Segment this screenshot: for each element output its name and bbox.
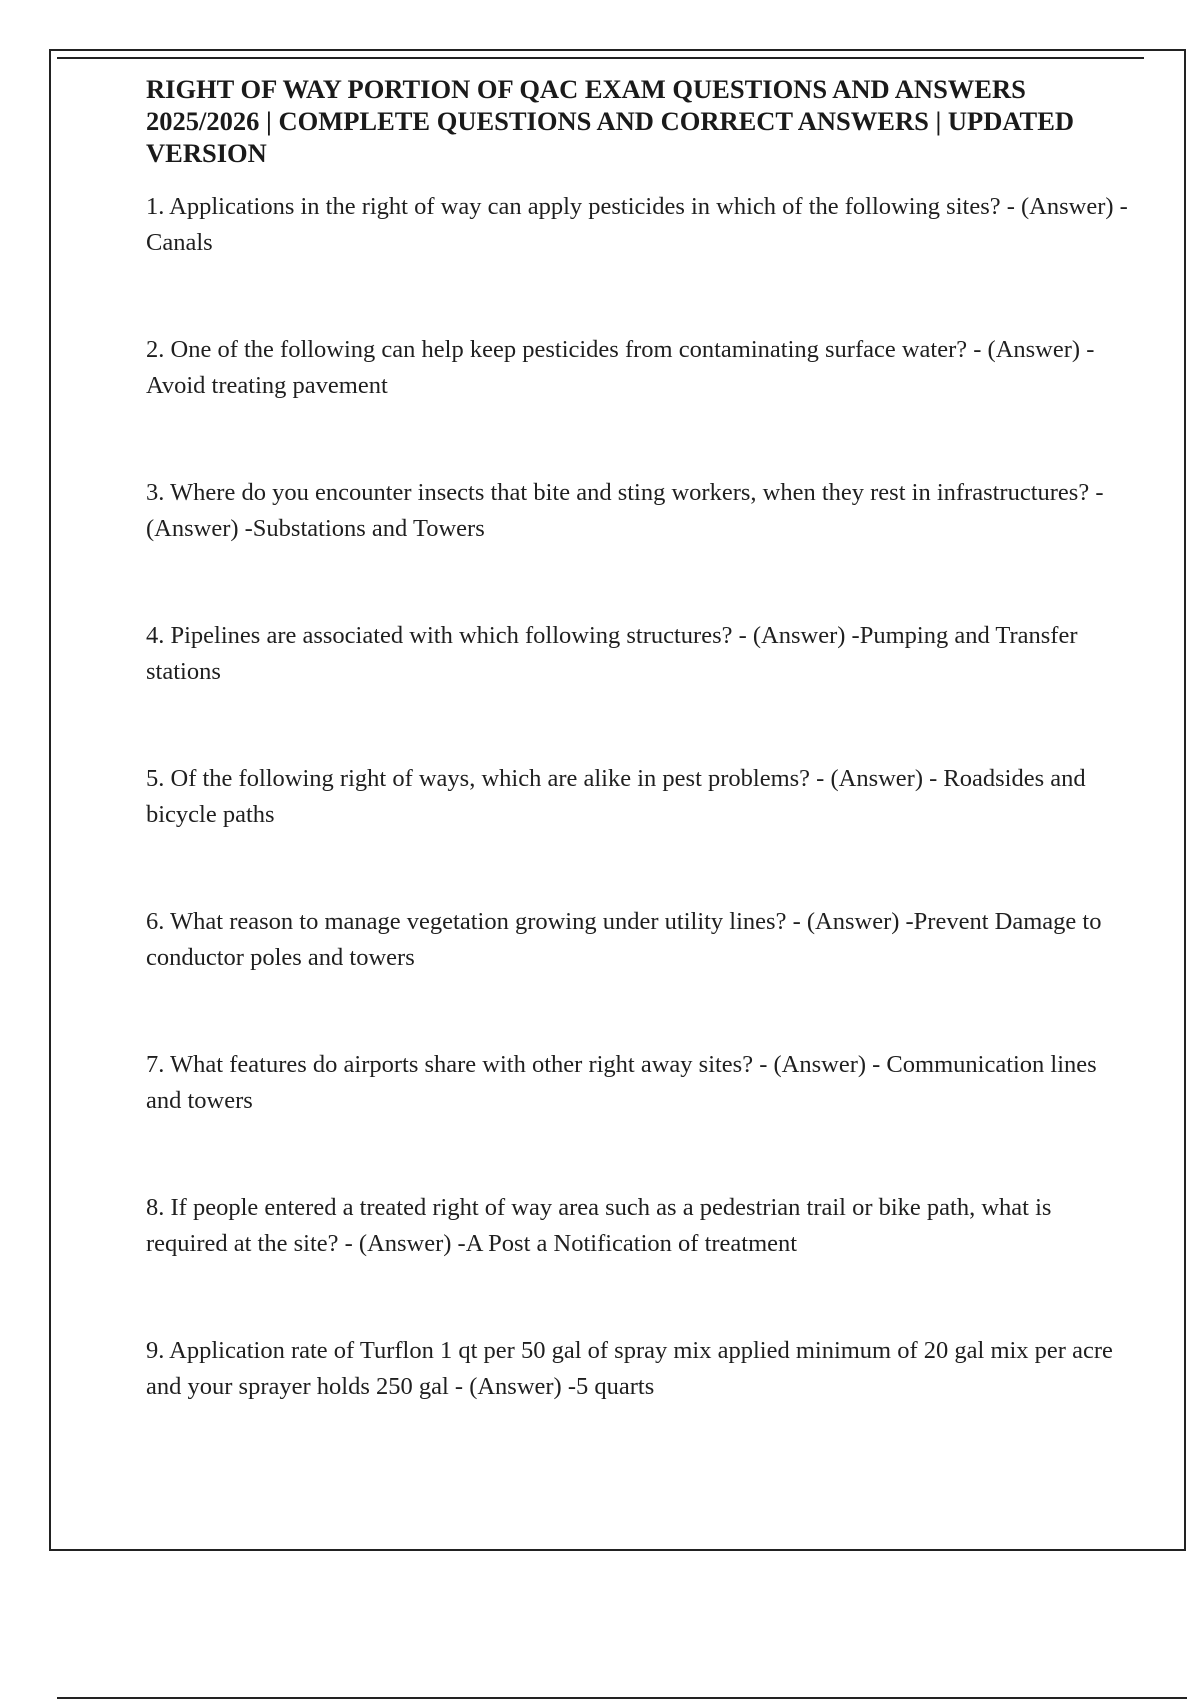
bottom-rule [57,1697,1187,1699]
qa-item-5: 5. Of the following right of ways, which are alike in pest problems? - (Answer) - Roadsides and bicycle paths [146,765,1086,828]
page-frame [49,49,1186,1551]
document-title: RIGHT OF WAY PORTION OF QAC EXAM QUESTIONS AND ANSWERS 2025/2026 | COMPLETE QUESTIONS AND CORRECT ANSWERS | UPDATED VERSION [146,74,1075,168]
qa-item-6: 6. What reason to manage vegetation growing under utility lines? - (Answer) -Prevent Damage to conductor poles and towers [146,908,1102,971]
qa-item-7: 7. What features do airports share with other right away sites? - (Answer) - Communication lines and towers [146,1051,1097,1114]
qa-item-2: 2. One of the following can help keep pesticides from contaminating surface water? - (Answer) -Avoid treating pavement [146,336,1095,399]
qa-item-9: 9. Application rate of Turflon 1 qt per 50 gal of spray mix applied minimum of 20 gal mix per acre and your sprayer holds 250 gal - (Answer) -5 quarts [146,1337,1113,1400]
qa-item-4: 4. Pipelines are associated with which following structures? - (Answer) -Pumping and Transfer stations [146,622,1078,685]
qa-item-1: 1. Applications in the right of way can apply pesticides in which of the following sites? - (Answer) -Canals [146,193,1128,256]
qa-list [146,189,1136,1405]
qa-item-8: 8. If people entered a treated right of way area such as a pedestrian trail or bike path, what is required at the site? - (Answer) -A Post a Notification of treatment [146,1194,1052,1257]
qa-item-3: 3. Where do you encounter insects that bite and sting workers, when they rest in infrastructures? - (Answer) -Substations and Towers [146,479,1104,542]
document-content [146,73,1136,1405]
top-rule [57,57,1144,59]
